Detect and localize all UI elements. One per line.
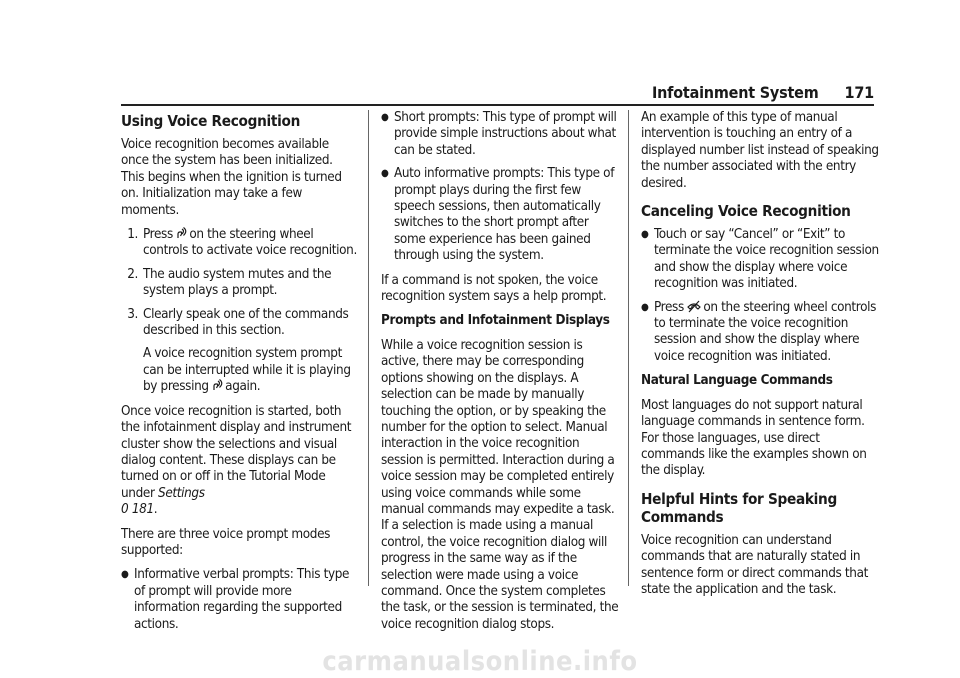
column-2	[381, 110, 619, 641]
column-3	[641, 110, 879, 606]
bullet-icon: ●	[641, 301, 649, 313]
section-heading: Using Voice Recognition	[121, 112, 301, 130]
paragraph: An example of this type of manual intervention is touching an entry of a displayed number list instead of speaking the number associated with the entry desired.	[641, 110, 879, 191]
bullet-list	[121, 567, 359, 633]
paragraph: Voice recognition becomes available once the system has been initialized. This begins when the ignition is turned on. Initialization may take a few moments.	[121, 137, 342, 218]
paragraph: There are three voice prompt modes supported:	[121, 526, 331, 558]
bullet-list	[641, 227, 879, 365]
step-2	[121, 267, 359, 300]
section-heading: Canceling Voice Recognition	[641, 202, 851, 221]
step-number: 2.	[127, 266, 138, 282]
header-rule	[121, 104, 874, 106]
paragraph: While a voice recognition session is active, there may be corresponding options showing on the displays. A selection can be made by manually touching the option, or by speaking the number for the option to select. Manual interaction in the voice recognition session is permitted. Interaction during a voice session may be completed entirely using voice commands while some manual commands may expedite a task. If a selection is made using a manual control, the voice recognition dialog will progress in the same way as if the selection were made using a voice command. Once the system completes the task, or the session is terminated, the voice recognition dialog stops.	[381, 337, 619, 632]
bullet-list	[381, 110, 619, 265]
step-number: 3.	[127, 306, 138, 322]
paragraph: Once voice recognition is started, both the infotainment display and instrument cluster show the selections and visual dialog content. These displays can be turned on or off in the Tutorial Mode under Settings 0 181.	[121, 403, 352, 518]
step-text: Clearly speak one of the commands described in this section.	[143, 306, 349, 339]
paragraph: Most languages do not support natural language commands in sentence form. For those languages, use direct commands like the examples shown on the display.	[641, 397, 867, 479]
paragraph: Voice recognition can understand commands that are naturally stated in sentence form or direct commands that state the application and the task.	[641, 532, 868, 597]
list-item: ● Short prompts: This type of prompt will provide simple instructions about what can be stated.	[381, 110, 617, 158]
column-divider	[628, 110, 629, 586]
end-call-icon	[687, 300, 701, 313]
page-reference-link[interactable]: 181	[131, 502, 154, 518]
subheading: Prompts and Infotainment Displays	[381, 313, 610, 329]
step-3	[121, 307, 359, 396]
list-item: ● Informative verbal prompts: This type of prompt will provide more information regarding the supported actions.	[121, 567, 350, 632]
bullet-icon: ●	[381, 168, 389, 180]
settings-reference: Settings	[158, 485, 205, 501]
section-title: Infotainment System	[651, 83, 819, 102]
page-number: 171	[844, 83, 874, 102]
push-to-talk-icon	[176, 227, 187, 240]
section-heading: Helpful Hints for Speaking Commands	[641, 489, 837, 526]
list-item: ● Touch or say “Cancel” or “Exit” to terminate the voice recognition session and show the display where voice recognition was initiated.	[641, 227, 879, 292]
step-text: Press	[143, 227, 173, 243]
subheading: Natural Language Commands	[641, 373, 833, 389]
column-divider	[368, 110, 369, 586]
push-to-talk-icon	[212, 379, 223, 392]
paragraph: If a command is not spoken, the voice recognition system says a help prompt.	[381, 272, 607, 305]
step-1	[121, 227, 359, 260]
page-ref-symbol: 0	[121, 502, 129, 518]
list-item: ● Press on the steering wheel controls to terminate the voice recognition session and show the display where voice recognition was initiated.	[641, 299, 877, 364]
step-text: The audio system mutes and the system plays a prompt.	[143, 266, 332, 299]
list-item: ● Auto informative prompts: This type of prompt plays during the first few speech sessions, then automatically switches to the short prompt after some experience has been gained through using the system.	[381, 166, 615, 264]
step-number: 1.	[127, 227, 138, 243]
page-header	[652, 83, 874, 102]
bullet-icon: ●	[641, 229, 649, 241]
step-subparagraph: A voice recognition system prompt can be interrupted while it is playing by pressing again.	[143, 346, 351, 395]
bullet-icon: ●	[381, 112, 389, 123]
watermark: carmanualsonline.info	[322, 646, 638, 677]
bullet-icon: ●	[121, 569, 129, 581]
step-text: on the steering wheel controls to activate voice recognition.	[143, 227, 357, 259]
column-1	[121, 110, 359, 641]
steps-list	[121, 227, 359, 396]
